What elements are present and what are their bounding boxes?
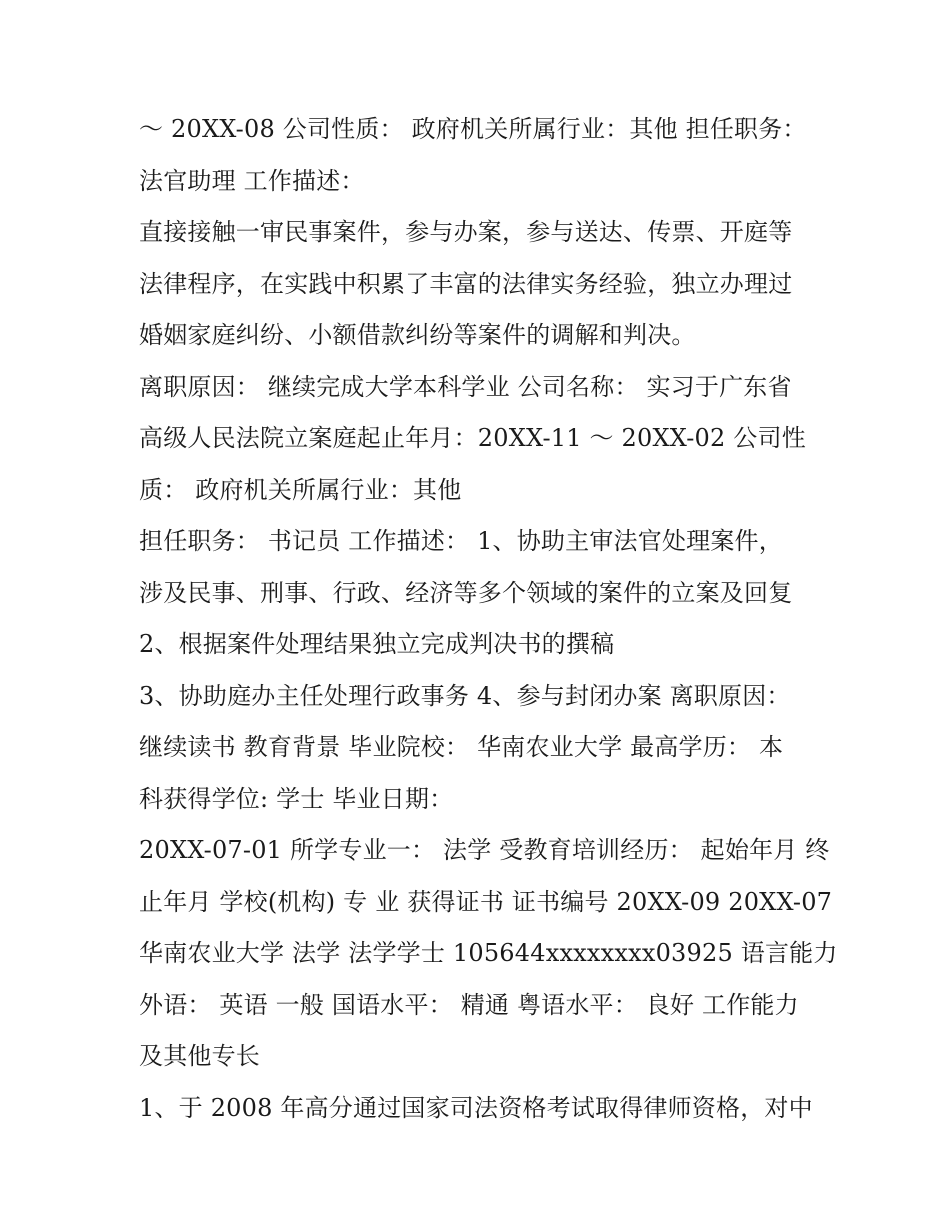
text-line: 止年月 学校(机构) 专 业 获得证书 证书编号 20XX-09 20XX-07 [139, 887, 833, 916]
text-line: 高级人民法院立案庭起止年月：20XX-11 ～ 20XX-02 公司性 [139, 424, 806, 452]
text-line: 直接接触一审民事案件，参与办案，参与送达、传票、开庭等 [139, 218, 793, 246]
text-line: 1、于 2008 年高分通过国家司法资格考试取得律师资格，对中 [139, 1093, 813, 1122]
text-line: 担任职务： 书记员 工作描述： 1、协助主审法官处理案件， [139, 527, 783, 555]
text-line: 2、根据案件处理结果独立完成判决书的撰稿 [139, 630, 615, 658]
text-line: 离职原因： 继续完成大学本科学业 公司名称： 实习于广东省 [139, 372, 792, 401]
text-line: 婚姻家庭纠纷、小额借款纠纷等案件的调解和判决。 [139, 321, 696, 349]
text-line: 法官助理 工作描述： [139, 166, 365, 195]
text-line: 20XX-07-01 所学专业一： 法学 受教育培训经历： 起始年月 终 [139, 836, 830, 864]
text-line: 及其他专长 [139, 1042, 260, 1070]
text-line: 质： 政府机关所属行业：其他 [139, 475, 462, 504]
text-line: 3、协助庭办主任处理行政事务 4、参与封闭办案 离职原因： [139, 681, 791, 710]
text-line: 科获得学位: 学士 毕业日期： [139, 784, 454, 813]
text-line: ～ 20XX-08 公司性质： 政府机关所属行业：其他 担任职务： [139, 115, 807, 143]
text-line: 外语： 英语 一般 国语水平： 精通 粤语水平： 良好 工作能力 [139, 990, 799, 1019]
text-line: 继续读书 教育背景 毕业院校： 华南农业大学 最高学历： 本 [139, 733, 784, 761]
text-line: 涉及民事、刑事、行政、经济等多个领域的案件的立案及回复 [139, 578, 793, 607]
text-line: 法律程序，在实践中积累了丰富的法律实务经验，独立办理过 [139, 269, 793, 298]
document-body [139, 104, 838, 1134]
text-line: 华南农业大学 法学 法学学士 105644xxxxxxxx03925 语言能力 [139, 939, 838, 967]
